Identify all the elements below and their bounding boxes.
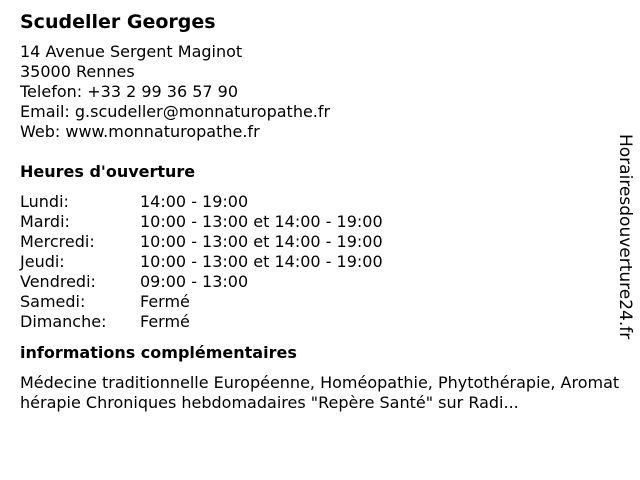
business-name: Scudeller Georges xyxy=(20,11,216,33)
hours-heading: Heures d'ouverture xyxy=(20,162,196,181)
hours-day: Vendredi: xyxy=(20,272,96,291)
email-line: Email: g.scudeller@monnaturopathe.fr xyxy=(20,102,331,121)
hours-day: Mercredi: xyxy=(20,232,95,251)
business-card xyxy=(20,10,620,413)
hours-time: Fermé xyxy=(140,292,190,311)
hours-time: 10:00 - 13:00 et 14:00 - 19:00 xyxy=(140,212,383,231)
hours-day: Samedi: xyxy=(20,292,86,311)
hours-time: 09:00 - 13:00 xyxy=(140,272,249,291)
hours-row-dimanche xyxy=(20,312,620,332)
hours-table xyxy=(20,192,620,332)
hours-time: 10:00 - 13:00 et 14:00 - 19:00 xyxy=(140,232,383,251)
hours-day: Dimanche: xyxy=(20,312,107,331)
hours-row-samedi xyxy=(20,292,620,312)
hours-time: 10:00 - 13:00 et 14:00 - 19:00 xyxy=(140,252,383,271)
hours-row-jeudi xyxy=(20,252,620,272)
info-text: Médecine traditionnelle Européenne, Homéopathie, Phytothérapie, Aromathérapie Chroniques hebdomadaires "Repère Santé" sur Radi... xyxy=(20,373,620,412)
hours-row-mercredi xyxy=(20,232,620,252)
web-line: Web: www.monnaturopathe.fr xyxy=(20,122,260,141)
address-line-2: 35000 Rennes xyxy=(20,62,135,81)
hours-row-lundi xyxy=(20,192,620,212)
hours-day: Lundi: xyxy=(20,192,69,211)
hours-day: Mardi: xyxy=(20,212,70,231)
hours-time: 14:00 - 19:00 xyxy=(140,192,249,211)
site-brand-vertical: Horairesdouverture24.fr xyxy=(615,134,635,340)
hours-row-mardi xyxy=(20,212,620,232)
hours-row-vendredi xyxy=(20,272,620,292)
address-line-1: 14 Avenue Sergent Maginot xyxy=(20,42,243,61)
hours-day: Jeudi: xyxy=(20,252,65,271)
phone-line: Telefon: +33 2 99 36 57 90 xyxy=(20,82,239,101)
hours-time: Fermé xyxy=(140,312,190,331)
info-heading: informations complémentaires xyxy=(20,343,297,362)
